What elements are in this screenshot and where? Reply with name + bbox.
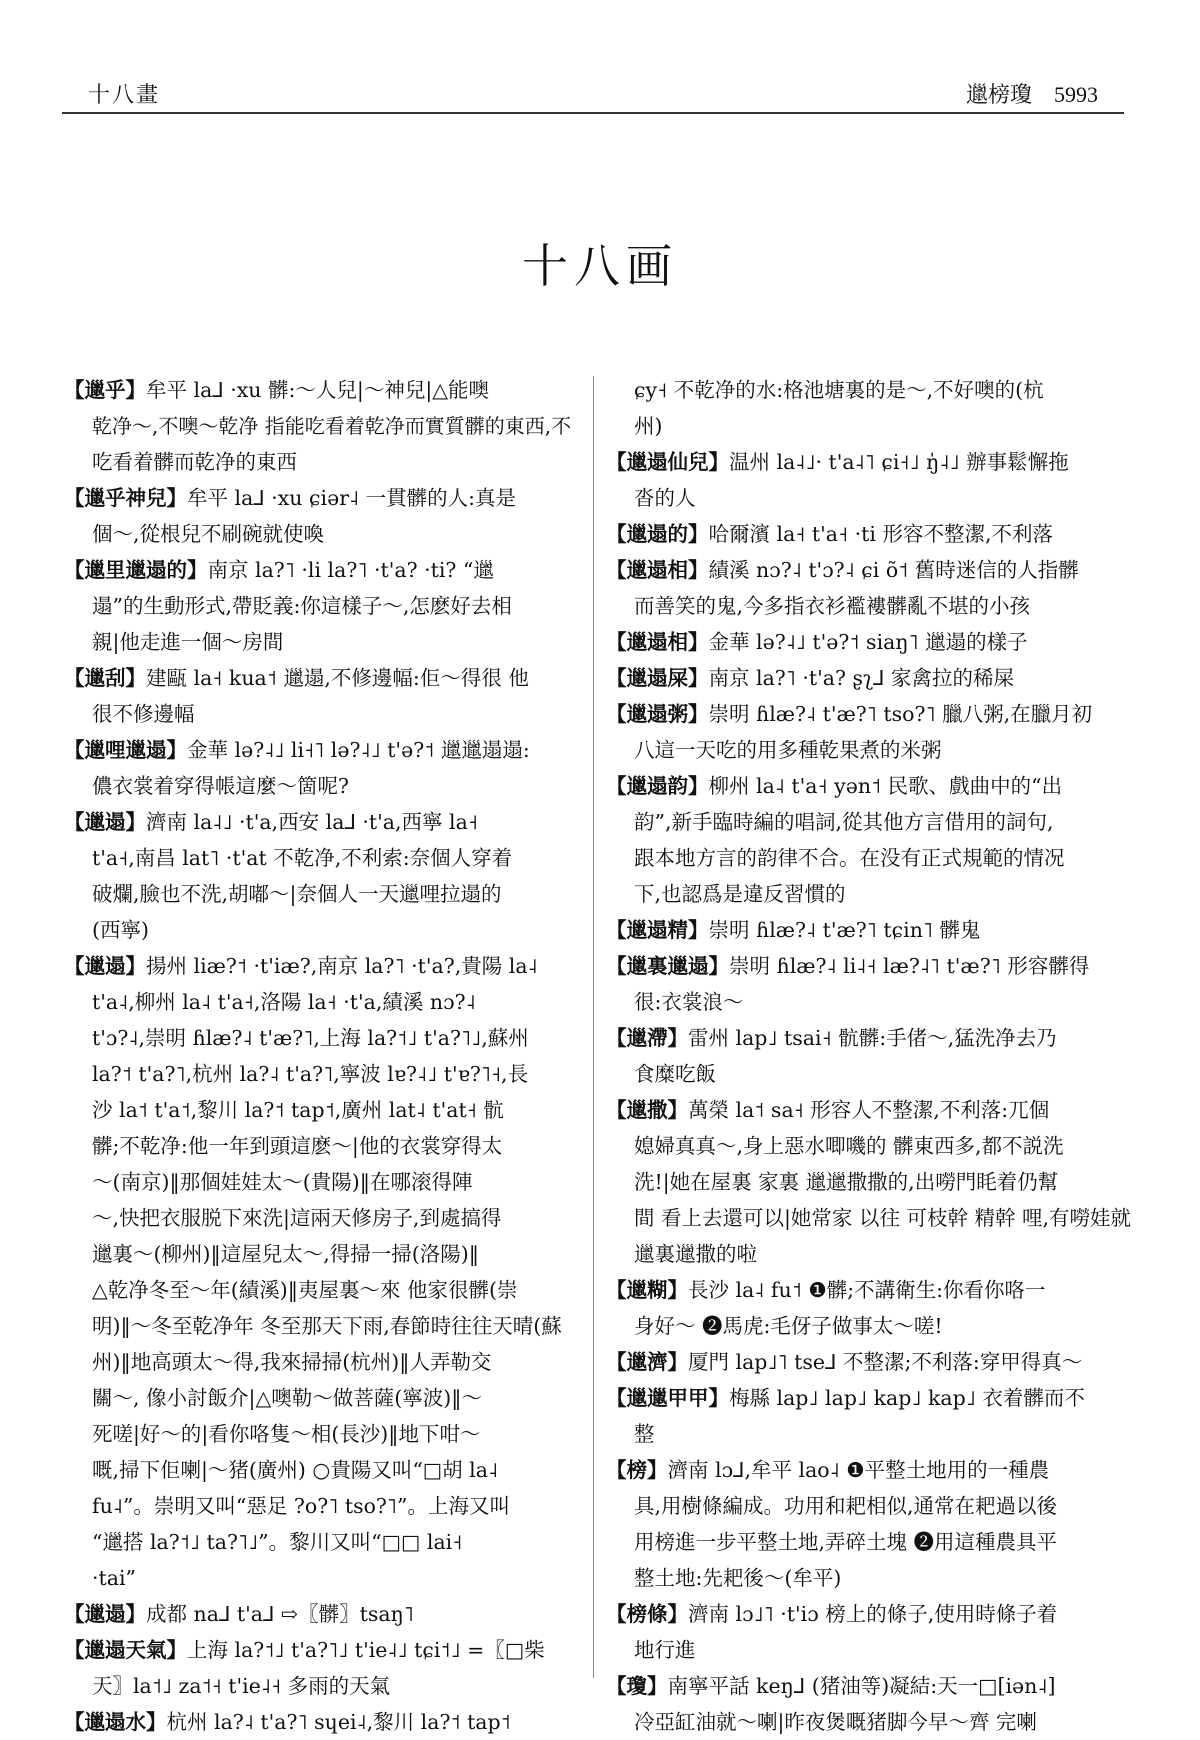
dictionary-entry <box>64 1596 578 1632</box>
entry-continuation-line <box>606 1632 1142 1668</box>
entry-continuation-line <box>606 1524 1142 1560</box>
entry-text: 長沙 la˨ fu˦ ❶髒;不講衛生:你看你咯一 <box>688 1278 1046 1302</box>
entry-text: 南寧平話 keŋ⅃ (猪油等)凝結:天一□[iən˨] <box>667 1674 1056 1698</box>
entry-continuation-line <box>64 1092 578 1128</box>
entry-text: 哈爾濱 la˧ t'a˧ ·ti 形容不整潔,不利落 <box>708 522 1053 546</box>
entry-continuation-line <box>64 696 578 732</box>
dictionary-entry <box>64 804 578 948</box>
entry-text: 邋裏～(柳州)‖這屋兒太～,得掃一掃(洛陽)‖ <box>92 1242 480 1266</box>
running-header-section: 十八畫 <box>88 83 161 108</box>
entry-first-line <box>606 624 1142 660</box>
entry-first-line <box>606 516 1142 552</box>
entry-text: ·tai” <box>92 1566 137 1590</box>
dictionary-entry <box>64 372 578 480</box>
entry-first-line <box>64 372 578 408</box>
dictionary-entry <box>64 1704 578 1740</box>
entry-continuation-line <box>606 480 1142 516</box>
entry-continuation-line <box>64 1308 578 1344</box>
dictionary-entry <box>606 948 1142 1020</box>
entry-headword: 【邋遢】 <box>64 810 146 834</box>
entry-first-line <box>606 1020 1142 1056</box>
entry-text: 地行進 <box>634 1638 696 1662</box>
dictionary-entry <box>606 1668 1142 1740</box>
entry-continuation-line <box>64 1488 578 1524</box>
entry-text: 沓的人 <box>634 486 696 510</box>
header-rule <box>62 112 1124 114</box>
entry-continuation-line <box>606 840 1142 876</box>
entry-text: 而善笑的鬼,今多指衣衫襤褸髒亂不堪的小孩 <box>634 594 1031 618</box>
entry-headword: 【邋遢的】 <box>606 522 709 546</box>
dictionary-entry <box>606 912 1142 948</box>
entry-first-line <box>64 804 578 840</box>
entry-continuation-line <box>606 732 1142 768</box>
entry-text: t'a˧,南昌 lat˥ ·t'at 不乾净,不利索:奈個人穿着 <box>92 846 513 870</box>
entry-text: 個～,從根兒不刷碗就使喚 <box>92 522 325 546</box>
entry-text: 州)‖地高頭太～得,我來掃掃(杭州)‖人弄勒交 <box>92 1350 492 1374</box>
dictionary-entry <box>606 1344 1142 1380</box>
entry-text: 儂衣裳着穿得帳這麼～箇呢? <box>92 774 349 798</box>
entry-text: 邋裏邋撒的啦 <box>634 1242 757 1266</box>
entry-text: ～(南京)‖那個娃娃太～(貴陽)‖在哪滚得陣 <box>92 1170 473 1194</box>
entry-headword: 【邋邋甲甲】 <box>606 1386 729 1410</box>
entry-text: 南京 la?˥ ·li la?˥ ·t'a? ·ti? “邋 <box>207 558 494 582</box>
entry-headword: 【邋遢韵】 <box>606 774 709 798</box>
entry-text: 很不修邊幅 <box>92 702 195 726</box>
entry-text: (西寧) <box>92 918 149 942</box>
entry-headword: 【邋遢天氣】 <box>64 1638 187 1662</box>
entry-continuation-line <box>64 624 578 660</box>
entry-text: 死嗟|好～的|看你咯隻～相(長沙)‖地下咁～ <box>92 1422 481 1446</box>
entry-continuation-line <box>64 1056 578 1092</box>
entry-text: 沙 la˦ t'a˦,黎川 la?˦ tap˦,廣州 lat˨ t'at˧ 骯 <box>92 1098 504 1122</box>
entry-first-line <box>606 372 1142 408</box>
entry-text: 柳州 la˨ t'a˧ yən˦ 民歌、戲曲中的“出 <box>708 774 1063 798</box>
entry-first-line <box>64 1632 578 1668</box>
entry-text: 破爛,臉也不洗,胡嘟～|奈個人一天邋哩拉遢的 <box>92 882 502 906</box>
running-header-headwords: 邋榜瓊 <box>965 83 1032 108</box>
entry-continuation-line <box>64 1164 578 1200</box>
entry-text: 州) <box>634 414 663 438</box>
entry-headword: 【邋糊】 <box>606 1278 688 1302</box>
entry-text: 關～, 像小討飯介|△噢勒～做菩薩(寧波)‖～ <box>92 1386 482 1410</box>
entry-first-line <box>64 948 578 984</box>
entry-text: 用榜進一步平整土地,弄碎土塊 ❷用這種農具平 <box>634 1530 1058 1554</box>
dictionary-entry <box>606 696 1142 768</box>
entry-continuation-line <box>64 1020 578 1056</box>
entry-continuation-line <box>64 1272 578 1308</box>
entry-continuation-line <box>606 1560 1142 1596</box>
entry-continuation-line <box>64 1524 578 1560</box>
dictionary-entry <box>606 660 1142 696</box>
entry-text: 雷州 lap˩ tsai˧ 骯髒:手偖～,猛洗净去乃 <box>688 1026 1057 1050</box>
entry-text: 濟南 la˨˩ ·t'a,西安 la⅃ ·t'a,西寧 la˧ <box>146 810 478 834</box>
entry-text: 洗!|她在屋裏 家裏 邋邋撒撒的,出嘮門眊着仍幫 <box>634 1170 1059 1194</box>
entry-continuation-line <box>64 984 578 1020</box>
entry-continuation-line <box>606 1308 1142 1344</box>
entry-continuation-line <box>64 1200 578 1236</box>
section-title: 十八画 <box>522 239 678 293</box>
entry-text: 温州 la˨˩· t'a˨˥ ɕi˧˩ ŋ̍˨˩ 辦事鬆懈拖 <box>729 450 1069 474</box>
entry-headword: 【邋刮】 <box>64 666 146 690</box>
entry-first-line <box>64 732 578 768</box>
entry-continuation-line <box>64 912 578 948</box>
entry-headword: 【邋遢相】 <box>606 630 709 654</box>
entry-text: 上海 la?˦˩ t'a?˥˩ t'ie˨˩ tɕi˦˩ =〖□柴 <box>187 1638 545 1662</box>
entry-text: 牟平 la⅃ ·xu ɕiər˨ 一貫髒的人:真是 <box>187 486 517 510</box>
dictionary-entry <box>606 444 1142 516</box>
entry-text: △乾净冬至～年(績溪)‖夷屋裏～來 他家很髒(崇 <box>92 1278 518 1302</box>
entry-headword: 【邋乎】 <box>64 378 146 402</box>
entry-first-line <box>606 768 1142 804</box>
left-column <box>64 372 578 1740</box>
entry-continuation-line <box>606 804 1142 840</box>
entry-headword: 【邋遢粥】 <box>606 702 709 726</box>
entry-text: 濟南 lɔ˩˥ ·t'iɔ 榜上的條子,使用時條子着 <box>688 1602 1058 1626</box>
entry-text: 媳婦真真～,身上惡水唧嘰的 髒東西多,都不説洗 <box>634 1134 1064 1158</box>
entry-text: 揚州 liæ?˦ ·t'iæ?,南京 la?˥ ·t'a?,貴陽 la˨ <box>146 954 538 978</box>
dictionary-entry <box>64 732 578 804</box>
entry-text: 南京 la?˥ ·t'a? ʂʅ⅃ 家禽拉的稀屎 <box>708 666 1014 690</box>
entry-text: 韵”,新手臨時編的唱詞,從其他方言借用的詞句, <box>634 810 1054 834</box>
entry-headword: 【邋遢相】 <box>606 558 709 582</box>
dictionary-entry <box>64 552 578 660</box>
entry-text: 乾净～,不噢～乾净 指能吃看着乾净而實質髒的東西,不 <box>92 414 572 438</box>
entry-text: 杭州 la?˨ t'a?˥ sɥei˨,黎川 la?˦ tap˦ <box>166 1710 511 1734</box>
entry-text: 牟平 la⅃ ·xu 髒:～人兒|～神兒|△能噢 <box>146 378 490 402</box>
entry-first-line <box>606 1272 1142 1308</box>
entry-continuation-line <box>606 1056 1142 1092</box>
entry-first-line <box>64 1704 578 1740</box>
entry-continuation-line <box>64 588 578 624</box>
entry-continuation-line <box>64 1452 578 1488</box>
entry-text: 天〗la˦˩ za˦˧ t'ie˨˧ 多雨的天氣 <box>92 1674 391 1698</box>
dictionary-entry <box>606 1380 1142 1452</box>
entry-text: la?˦ t'a?˥,杭州 la?˨ t'a?˥,寧波 lɐ?˨˩ t'ɐ?˥˧,長 <box>92 1062 529 1086</box>
entry-text: 冷亞缸油就～喇|昨夜煲嘅猪脚今早～齊 完喇 <box>634 1710 1037 1734</box>
entry-headword: 【榜條】 <box>606 1602 688 1626</box>
entry-continuation-line <box>64 768 578 804</box>
entry-headword: 【邋里邋遢的】 <box>64 558 208 582</box>
dictionary-entry <box>606 1272 1142 1344</box>
entry-text: 髒;不乾净:他一年到頭這麽～|他的衣裳穿得太 <box>92 1134 503 1158</box>
entry-first-line <box>606 1596 1142 1632</box>
entry-first-line <box>606 912 1142 948</box>
entry-headword: 【邋裏邋遢】 <box>606 954 729 978</box>
entry-text: 金華 lə?˨˩ t'ə?˦ siaŋ˥ 邋遢的樣子 <box>708 630 1028 654</box>
entry-continuation-line <box>606 588 1142 624</box>
entry-continuation-line <box>64 444 578 480</box>
entry-text: 親|他走進一個～房間 <box>92 630 284 654</box>
dictionary-entry <box>606 1020 1142 1092</box>
dictionary-entry <box>606 552 1142 624</box>
entry-text: 梅縣 lap˩ lap˩ kap˩ kap˩ 衣着髒而不 <box>729 1386 1085 1410</box>
entry-first-line <box>606 1452 1142 1488</box>
entry-continuation-line <box>606 1128 1142 1164</box>
entry-headword: 【邋濟】 <box>606 1350 688 1374</box>
entry-headword: 【邋遢】 <box>64 1602 146 1626</box>
running-header-right <box>966 78 1098 109</box>
entry-text: 整 <box>634 1422 655 1446</box>
entry-continuation-line <box>606 1200 1142 1236</box>
entry-text: 身好～ ❷馬虎:毛伢子做事太～嗟! <box>634 1314 943 1338</box>
entry-text: 成都 na⅃ t'a⅃ ⇨〖髒〗tsaŋ˥ <box>146 1602 414 1626</box>
entry-text: fu˨”。崇明又叫“惡足 ?o?˥ tso?˥”。上海又叫 <box>92 1494 511 1518</box>
entry-first-line <box>606 948 1142 984</box>
entry-text: ɕy˧ 不乾净的水:格池塘裏的是～,不好噢的(杭 <box>634 378 1044 402</box>
entry-first-line <box>606 1344 1142 1380</box>
entry-text: 崇明 ɦlæ?˨ li˨˧ læ?˨˥ t'æ?˥ 形容髒得 <box>729 954 1090 978</box>
dictionary-entry <box>606 1452 1142 1596</box>
entry-headword: 【邋滯】 <box>606 1026 688 1050</box>
entry-headword: 【邋遢水】 <box>64 1710 167 1734</box>
entry-text: 崇明 ɦlæ?˨ t'æ?˥ tɕin˥ 髒鬼 <box>708 918 981 942</box>
entry-first-line <box>606 552 1142 588</box>
entry-continuation-line <box>606 1488 1142 1524</box>
entry-headword: 【邋哩邋遢】 <box>64 738 187 762</box>
dictionary-entry <box>64 948 578 1596</box>
entry-text: 八這一天吃的用多種乾果煮的米粥 <box>634 738 942 762</box>
entry-headword: 【瓊】 <box>606 1674 668 1698</box>
entry-text: 嘅,掃下佢喇|～猪(廣州) ○貴陽又叫“□胡 la˨ <box>92 1458 499 1482</box>
entry-text: 績溪 nɔ?˨ t'ɔ?˨ ɕi õ˦ 舊時迷信的人指髒 <box>708 558 1079 582</box>
entry-text: “邋搭 la?˦˩ ta?˥˩”。黎川又叫“□□ lai˧ <box>92 1530 463 1554</box>
entry-text: 厦門 lap˩˥ tse⅃ 不整潔;不利落:穿甲得真～ <box>688 1350 1083 1374</box>
column-divider <box>593 376 594 1678</box>
entry-continuation-line <box>606 1704 1142 1740</box>
right-column <box>606 372 1142 1740</box>
entry-text: 吃看着髒而乾净的東西 <box>92 450 297 474</box>
entry-continuation-line <box>64 876 578 912</box>
entry-first-line <box>606 1380 1142 1416</box>
entry-text: 間 看上去還可以|她常家 以往 可枝幹 精幹 哩,有嘮娃就 <box>634 1206 1132 1230</box>
entry-continuation-line <box>64 516 578 552</box>
entry-text: t'a˨,柳州 la˨ t'a˧,洛陽 la˧ ·t'a,績溪 nɔ?˨ <box>92 990 476 1014</box>
entry-continuation-line <box>606 984 1142 1020</box>
entry-headword: 【邋乎神兒】 <box>64 486 187 510</box>
entry-continuation-line <box>64 1416 578 1452</box>
entry-continuation-line <box>64 1380 578 1416</box>
entry-text: 金華 lə?˨˩ li˧˥ lə?˨˩ t'ə?˦ 邋邋遢遢: <box>187 738 530 762</box>
entry-text: 整土地:先耙後～(牟平) <box>634 1566 842 1590</box>
entry-headword: 【邋遢】 <box>64 954 146 978</box>
entry-continuation-line <box>64 1236 578 1272</box>
entry-first-line <box>64 1596 578 1632</box>
dictionary-entry <box>606 624 1142 660</box>
entry-text: 很:衣裳浪～ <box>634 990 744 1014</box>
entry-continuation-line <box>64 1344 578 1380</box>
entry-text: t'ɔ?˨,崇明 ɦlæ?˨ t'æ?˥,上海 la?˦˩ t'a?˥˩,蘇州 <box>92 1026 529 1050</box>
entry-text: 建甌 la˧ kua˦ 邋遢,不修邊幅:佢～得很 他 <box>146 666 529 690</box>
entry-continuation-line <box>606 1236 1142 1272</box>
entry-headword: 【邋遢屎】 <box>606 666 709 690</box>
page-number: 5993 <box>1054 82 1098 107</box>
entry-continuation-line <box>64 408 578 444</box>
entry-continuation-line <box>606 408 1142 444</box>
dictionary-entry <box>606 1596 1142 1668</box>
entry-text: 萬榮 la˦ sa˧ 形容人不整潔,不利落:兀個 <box>688 1098 1050 1122</box>
entry-continuation-line <box>606 1164 1142 1200</box>
entry-text: 食糜吃飯 <box>634 1062 716 1086</box>
entry-continuation-line <box>64 840 578 876</box>
entry-first-line <box>606 660 1142 696</box>
dictionary-entry <box>606 1092 1142 1272</box>
entry-continuation-line <box>64 1560 578 1596</box>
entry-first-line <box>606 1092 1142 1128</box>
dictionary-entry <box>64 660 578 732</box>
entry-text: 崇明 ɦlæ?˨ t'æ?˥ tso?˥ 臘八粥,在臘月初 <box>708 702 1093 726</box>
entry-first-line <box>606 444 1142 480</box>
entry-headword: 【邋遢精】 <box>606 918 709 942</box>
dictionary-entry <box>606 768 1142 912</box>
entry-text: 遢”的生動形式,帶貶義:你這樣子～,怎麽好去相 <box>92 594 512 618</box>
entry-first-line <box>64 552 578 588</box>
entry-headword: 【榜】 <box>606 1458 668 1482</box>
entry-continuation-line <box>606 876 1142 912</box>
entry-text: 明)‖～冬至乾净年 冬至那天下雨,春節時往往天晴(蘇 <box>92 1314 562 1338</box>
entry-text: 跟本地方言的韵律不合。在没有正式規範的情况 <box>634 846 1065 870</box>
dictionary-entry <box>64 1632 578 1704</box>
entry-continuation-line <box>606 1416 1142 1452</box>
entry-text: ～,快把衣服脱下來洗|這兩天修房子,到處搞得 <box>92 1206 502 1230</box>
entry-continuation-line <box>64 1668 578 1704</box>
entry-text: 濟南 lɔ⅃,牟平 lao˨ ❶平整土地用的一種農 <box>667 1458 1050 1482</box>
entry-continuation-line <box>64 1128 578 1164</box>
entry-first-line <box>64 480 578 516</box>
dictionary-entry <box>606 372 1142 444</box>
entry-first-line <box>606 1668 1142 1704</box>
entry-headword: 【邋遢仙兒】 <box>606 450 729 474</box>
entry-text: 具,用樹條編成。功用和耙相似,通常在耙過以後 <box>634 1494 1058 1518</box>
entry-text: 下,也認爲是違反習慣的 <box>634 882 846 906</box>
dictionary-entry <box>64 480 578 552</box>
entry-first-line <box>64 660 578 696</box>
entry-headword: 【邋撒】 <box>606 1098 688 1122</box>
dictionary-entry <box>606 516 1142 552</box>
entry-first-line <box>606 696 1142 732</box>
